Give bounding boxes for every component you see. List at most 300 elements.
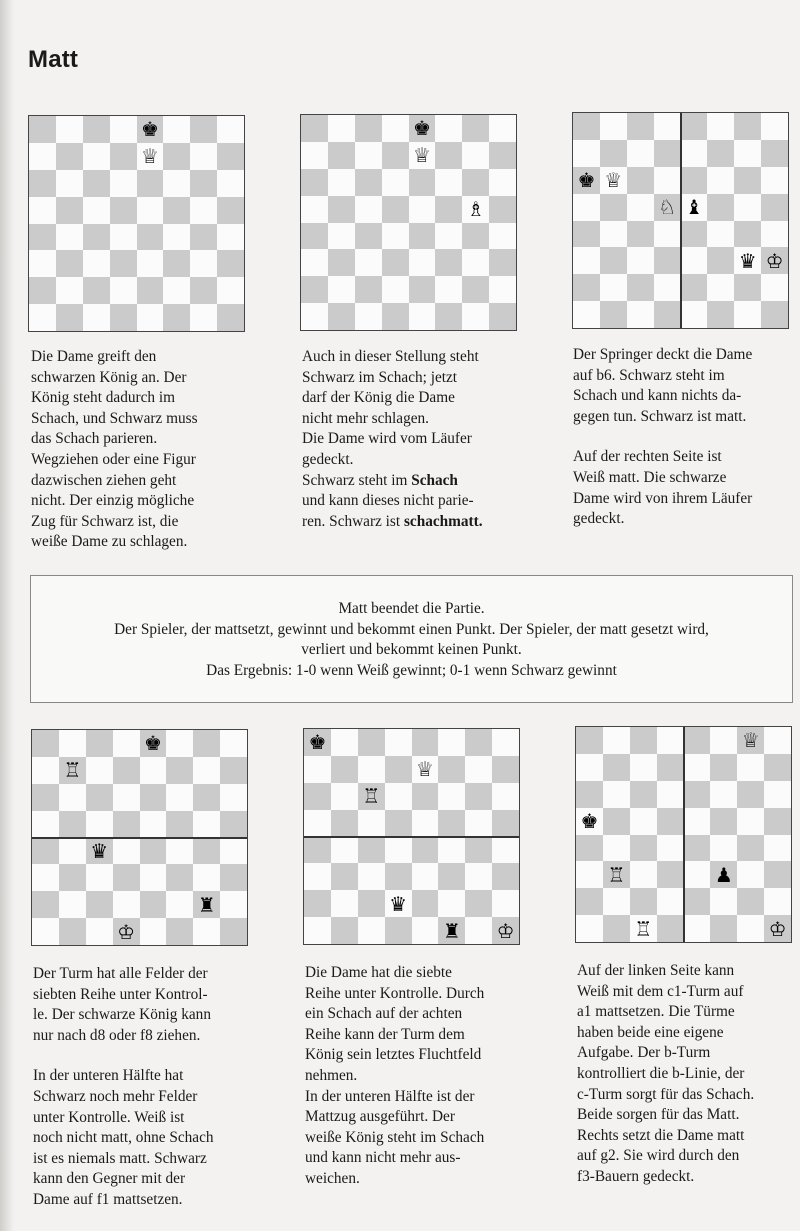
caption-line: Reihe unter Kontrolle. Durch xyxy=(305,984,485,1002)
caption-line: siebten Reihe unter Kontrol- xyxy=(33,985,208,1003)
square-a4 xyxy=(304,837,331,864)
chessboard-2 xyxy=(300,114,517,331)
caption-line: Auf der rechten Seite ist xyxy=(573,448,722,466)
page-edge-shadow xyxy=(0,0,14,1231)
square-a6 xyxy=(576,781,603,808)
white-rook-icon: ♖ xyxy=(362,784,381,809)
caption-line: weichen. xyxy=(305,1169,360,1187)
square-e7 xyxy=(409,142,436,169)
square-h4 xyxy=(220,838,247,865)
square-f7 xyxy=(166,757,193,784)
square-a2 xyxy=(29,277,56,304)
square-c3 xyxy=(83,250,110,277)
square-c1 xyxy=(358,917,385,944)
caption-board-4 xyxy=(33,964,273,1211)
square-b2 xyxy=(59,891,86,918)
caption-line: weiße König steht im Schach xyxy=(305,1128,485,1146)
black-king-icon: ♚ xyxy=(308,730,327,755)
white-rook-icon: ♖ xyxy=(63,758,82,783)
square-d2 xyxy=(654,274,681,301)
square-a1 xyxy=(29,304,56,331)
square-f4 xyxy=(710,835,737,862)
square-e5 xyxy=(684,808,711,835)
caption-line: c-Turm sorgt für das Schach. xyxy=(577,1085,755,1103)
square-e3 xyxy=(409,249,436,276)
square-a2 xyxy=(301,276,328,303)
square-b5 xyxy=(600,194,627,221)
caption-line: Wegziehen oder eine Figur xyxy=(31,450,196,468)
caption-line: a1 mattsetzen. Die Türme xyxy=(577,1003,735,1021)
square-h2 xyxy=(761,274,788,301)
caption-line: Der Springer deckt die Dame xyxy=(573,346,753,363)
square-e2 xyxy=(412,890,439,917)
square-c4 xyxy=(355,223,382,250)
square-a2 xyxy=(576,888,603,915)
square-e6 xyxy=(681,167,708,194)
square-f2 xyxy=(438,890,465,917)
square-a5 xyxy=(301,196,328,223)
square-g1 xyxy=(737,915,764,942)
square-c4 xyxy=(627,221,654,248)
white-queen-icon: ♕ xyxy=(412,143,431,168)
square-h7 xyxy=(220,757,247,784)
square-c7 xyxy=(627,140,654,167)
caption-line: Mattzug ausgeführt. Der xyxy=(305,1108,455,1126)
board-divider-horizontal xyxy=(304,836,519,838)
caption-board-5 xyxy=(305,963,545,1190)
caption-line: gegen tun. Schwarz ist matt. xyxy=(573,407,747,425)
caption-line: nicht. Der einzig mögliche xyxy=(31,492,195,510)
square-d2 xyxy=(385,890,412,917)
square-h8 xyxy=(761,113,788,140)
square-a8 xyxy=(32,730,59,757)
square-b5 xyxy=(56,197,83,224)
square-d3 xyxy=(382,249,409,276)
square-a4 xyxy=(29,224,56,251)
caption-line: nur nach d8 oder f8 ziehen. xyxy=(33,1026,201,1044)
square-f4 xyxy=(707,221,734,248)
square-d2 xyxy=(657,888,684,915)
square-c7 xyxy=(358,756,385,783)
square-f3 xyxy=(438,863,465,890)
caption-line: und kann nicht mehr aus- xyxy=(305,1149,461,1167)
square-b2 xyxy=(603,888,630,915)
square-a5 xyxy=(32,811,59,838)
square-e8 xyxy=(412,729,439,756)
square-d3 xyxy=(657,861,684,888)
square-e8 xyxy=(684,727,711,754)
square-e2 xyxy=(409,276,436,303)
square-g3 xyxy=(190,250,217,277)
square-g3 xyxy=(462,249,489,276)
square-h8 xyxy=(220,730,247,757)
square-b8 xyxy=(603,727,630,754)
square-c1 xyxy=(627,301,654,328)
square-a3 xyxy=(301,249,328,276)
square-d2 xyxy=(382,276,409,303)
square-e3 xyxy=(412,863,439,890)
square-f8 xyxy=(166,730,193,757)
square-e3 xyxy=(140,864,167,891)
square-c2 xyxy=(83,277,110,304)
caption-line: unter Kontrolle. Weiß ist xyxy=(33,1108,185,1126)
square-f3 xyxy=(435,249,462,276)
caption-line: Schach und kann nichts da- xyxy=(573,387,742,405)
white-rook-icon: ♖ xyxy=(607,862,626,887)
caption-paragraph xyxy=(33,1066,273,1210)
square-b8 xyxy=(328,115,355,142)
square-b4 xyxy=(331,837,358,864)
square-h1 xyxy=(217,304,244,331)
square-f8 xyxy=(710,727,737,754)
caption-line: Schach, und Schwarz muss xyxy=(31,409,198,427)
caption-line: f3-Bauern gedeckt. xyxy=(577,1167,695,1185)
square-e3 xyxy=(137,250,164,277)
square-f4 xyxy=(435,223,462,250)
square-d1 xyxy=(385,917,412,944)
square-b7 xyxy=(600,140,627,167)
square-f8 xyxy=(707,113,734,140)
square-d5 xyxy=(110,197,137,224)
caption-line: König sein letztes Fluchtfeld xyxy=(305,1046,482,1064)
square-h3 xyxy=(489,249,516,276)
square-a3 xyxy=(32,864,59,891)
square-a7 xyxy=(304,756,331,783)
caption-line: Die Dame hat die siebte xyxy=(305,964,452,981)
square-a7 xyxy=(573,140,600,167)
square-g5 xyxy=(193,811,220,838)
square-f2 xyxy=(707,274,734,301)
caption-line: In der unteren Hälfte ist der xyxy=(305,1087,475,1105)
square-f6 xyxy=(435,169,462,196)
caption-board-1 xyxy=(31,347,261,553)
square-e6 xyxy=(412,783,439,810)
square-h5 xyxy=(489,196,516,223)
square-a5 xyxy=(304,810,331,837)
square-d8 xyxy=(654,113,681,140)
caption-line: auf g2. Sie wird durch den xyxy=(577,1147,740,1165)
square-e1 xyxy=(684,915,711,942)
square-b1 xyxy=(328,303,355,330)
square-c1 xyxy=(83,304,110,331)
square-b7 xyxy=(59,757,86,784)
white-rook-icon: ♖ xyxy=(634,916,653,941)
square-h6 xyxy=(220,784,247,811)
square-d7 xyxy=(382,142,409,169)
square-g6 xyxy=(734,167,761,194)
caption-line: und kann dieses nicht parie- xyxy=(302,492,474,510)
caption-text: Schwarz steht im xyxy=(302,471,412,489)
square-g8 xyxy=(465,729,492,756)
square-c3 xyxy=(86,864,113,891)
square-a8 xyxy=(301,115,328,142)
square-d6 xyxy=(110,170,137,197)
square-g7 xyxy=(462,142,489,169)
square-c8 xyxy=(83,116,110,143)
black-king-icon: ♚ xyxy=(577,168,596,193)
square-d4 xyxy=(657,835,684,862)
square-b6 xyxy=(603,781,630,808)
square-h6 xyxy=(217,170,244,197)
square-e4 xyxy=(412,837,439,864)
page-heading: Matt xyxy=(28,46,79,73)
square-h8 xyxy=(764,727,791,754)
square-g3 xyxy=(734,247,761,274)
square-d6 xyxy=(385,783,412,810)
square-a6 xyxy=(573,167,600,194)
square-h1 xyxy=(489,303,516,330)
square-h3 xyxy=(220,864,247,891)
square-a7 xyxy=(29,143,56,170)
rule-line: Der Spieler, der mattsetzt, gewinnt und bekommt einen Punkt. Der Spieler, der matt gesetzt wird, xyxy=(114,620,709,638)
square-c8 xyxy=(630,727,657,754)
square-d5 xyxy=(657,808,684,835)
black-king-icon: ♚ xyxy=(580,809,599,834)
square-g3 xyxy=(193,864,220,891)
square-f3 xyxy=(163,250,190,277)
square-d1 xyxy=(110,304,137,331)
square-b7 xyxy=(603,754,630,781)
square-g1 xyxy=(465,917,492,944)
square-a1 xyxy=(301,303,328,330)
square-h1 xyxy=(761,301,788,328)
caption-line: schwarzen König an. Der xyxy=(31,368,187,386)
white-queen-icon: ♕ xyxy=(604,168,623,193)
square-h1 xyxy=(492,917,519,944)
square-e8 xyxy=(681,113,708,140)
square-e6 xyxy=(684,781,711,808)
square-d1 xyxy=(657,915,684,942)
square-e5 xyxy=(140,811,167,838)
square-d4 xyxy=(113,838,140,865)
square-e6 xyxy=(140,784,167,811)
square-h3 xyxy=(492,863,519,890)
square-b5 xyxy=(331,810,358,837)
square-d5 xyxy=(654,194,681,221)
square-f5 xyxy=(710,808,737,835)
square-a4 xyxy=(576,835,603,862)
square-d5 xyxy=(385,810,412,837)
rule-summary-box xyxy=(30,575,793,703)
square-b8 xyxy=(600,113,627,140)
square-b3 xyxy=(328,249,355,276)
caption-board-3 xyxy=(573,345,798,530)
square-f7 xyxy=(435,142,462,169)
square-d4 xyxy=(110,224,137,251)
square-b3 xyxy=(59,864,86,891)
square-f8 xyxy=(435,115,462,142)
square-b8 xyxy=(56,116,83,143)
square-d8 xyxy=(385,729,412,756)
square-c6 xyxy=(627,167,654,194)
square-b7 xyxy=(331,756,358,783)
square-e1 xyxy=(140,918,167,945)
square-e5 xyxy=(409,196,436,223)
square-f3 xyxy=(166,864,193,891)
square-c3 xyxy=(358,863,385,890)
square-b3 xyxy=(600,247,627,274)
black-bishop-icon: ♝ xyxy=(684,195,703,220)
square-c8 xyxy=(358,729,385,756)
square-c2 xyxy=(358,890,385,917)
caption-line: ein Schach auf der achten xyxy=(305,1005,463,1023)
caption-line: le. Der schwarze König kann xyxy=(33,1006,211,1024)
caption-line: kann den Gegner mit der xyxy=(33,1170,186,1188)
square-a1 xyxy=(304,917,331,944)
square-g3 xyxy=(737,861,764,888)
square-c2 xyxy=(86,891,113,918)
black-king-icon: ♚ xyxy=(412,116,431,141)
square-d6 xyxy=(654,167,681,194)
caption-line: Dame auf f1 mattsetzen. xyxy=(33,1190,183,1208)
square-h3 xyxy=(217,250,244,277)
square-d1 xyxy=(654,301,681,328)
square-d3 xyxy=(654,247,681,274)
square-b4 xyxy=(56,224,83,251)
square-f4 xyxy=(166,838,193,865)
square-b5 xyxy=(328,196,355,223)
square-c4 xyxy=(83,224,110,251)
square-g5 xyxy=(737,808,764,835)
white-king-icon: ♔ xyxy=(117,919,136,944)
square-e8 xyxy=(137,116,164,143)
square-b1 xyxy=(600,301,627,328)
square-h5 xyxy=(764,808,791,835)
square-d6 xyxy=(382,169,409,196)
caption-line: ist es niemals matt. Schwarz xyxy=(33,1149,207,1167)
square-c4 xyxy=(358,837,385,864)
square-a1 xyxy=(576,915,603,942)
square-g2 xyxy=(737,888,764,915)
square-c5 xyxy=(630,808,657,835)
square-a2 xyxy=(573,274,600,301)
caption-line: gedeckt. xyxy=(302,450,354,468)
square-g3 xyxy=(465,863,492,890)
square-h7 xyxy=(764,754,791,781)
square-c3 xyxy=(630,861,657,888)
square-h6 xyxy=(492,783,519,810)
square-f5 xyxy=(435,196,462,223)
square-c1 xyxy=(86,918,113,945)
square-d8 xyxy=(110,116,137,143)
square-d3 xyxy=(385,863,412,890)
square-h5 xyxy=(220,811,247,838)
board-divider-vertical xyxy=(680,113,682,328)
square-g7 xyxy=(465,756,492,783)
square-b1 xyxy=(603,915,630,942)
caption-line: Zug für Schwarz ist, die xyxy=(31,512,179,530)
square-d4 xyxy=(385,837,412,864)
square-g4 xyxy=(737,835,764,862)
square-c4 xyxy=(630,835,657,862)
square-c3 xyxy=(627,247,654,274)
square-c8 xyxy=(86,730,113,757)
caption-line: Die Dame wird vom Läufer xyxy=(302,430,472,448)
square-g5 xyxy=(734,194,761,221)
caption-line: auf b6. Schwarz steht im xyxy=(573,366,725,384)
square-d1 xyxy=(382,303,409,330)
square-b1 xyxy=(56,304,83,331)
square-e8 xyxy=(409,115,436,142)
square-e2 xyxy=(137,277,164,304)
square-e4 xyxy=(140,838,167,865)
caption-line: Auf der linken Seite kann xyxy=(577,962,735,979)
square-g1 xyxy=(462,303,489,330)
caption-line: kontrolliert die b-Linie, der xyxy=(577,1064,745,1082)
chessboard-6 xyxy=(575,726,792,943)
square-h3 xyxy=(761,247,788,274)
square-c4 xyxy=(86,838,113,865)
black-rook-icon: ♜ xyxy=(442,918,461,943)
square-c6 xyxy=(83,170,110,197)
caption-line: noch nicht matt, ohne Schach xyxy=(33,1129,214,1147)
square-g1 xyxy=(193,918,220,945)
square-h7 xyxy=(489,142,516,169)
white-bishop-icon: ♗ xyxy=(466,197,485,222)
square-c6 xyxy=(630,781,657,808)
square-g7 xyxy=(737,754,764,781)
square-h7 xyxy=(217,143,244,170)
caption-line: Der Turm hat alle Felder der xyxy=(33,965,208,982)
square-a6 xyxy=(301,169,328,196)
square-h4 xyxy=(761,221,788,248)
square-g5 xyxy=(190,197,217,224)
square-a7 xyxy=(576,754,603,781)
square-e3 xyxy=(684,861,711,888)
square-e7 xyxy=(684,754,711,781)
square-f5 xyxy=(438,810,465,837)
caption-line xyxy=(302,471,542,492)
square-a3 xyxy=(576,861,603,888)
square-g7 xyxy=(734,140,761,167)
square-g4 xyxy=(462,223,489,250)
square-a2 xyxy=(304,890,331,917)
square-e1 xyxy=(409,303,436,330)
white-king-icon: ♔ xyxy=(496,918,515,943)
chessboard-3 xyxy=(572,112,789,329)
square-h8 xyxy=(217,116,244,143)
caption-bold-term: schachmatt. xyxy=(403,512,483,530)
square-e4 xyxy=(681,221,708,248)
caption-board-2 xyxy=(302,347,542,532)
square-g4 xyxy=(190,224,217,251)
caption-line: Die Dame greift den xyxy=(31,348,157,365)
square-c8 xyxy=(355,115,382,142)
square-h2 xyxy=(220,891,247,918)
square-e2 xyxy=(684,888,711,915)
square-c1 xyxy=(355,303,382,330)
square-f1 xyxy=(710,915,737,942)
square-e1 xyxy=(137,304,164,331)
chessboard-4 xyxy=(31,729,248,946)
square-d6 xyxy=(113,784,140,811)
square-f8 xyxy=(438,729,465,756)
square-f2 xyxy=(166,891,193,918)
square-g6 xyxy=(462,169,489,196)
square-a5 xyxy=(29,197,56,224)
square-b6 xyxy=(600,167,627,194)
square-f2 xyxy=(163,277,190,304)
white-knight-icon: ♘ xyxy=(658,195,677,220)
black-queen-icon: ♛ xyxy=(389,891,408,916)
square-h5 xyxy=(217,197,244,224)
square-f1 xyxy=(435,303,462,330)
square-b4 xyxy=(328,223,355,250)
caption-line: Beide sorgen für das Matt. xyxy=(577,1106,740,1124)
square-h8 xyxy=(489,115,516,142)
square-d2 xyxy=(110,277,137,304)
square-c5 xyxy=(358,810,385,837)
